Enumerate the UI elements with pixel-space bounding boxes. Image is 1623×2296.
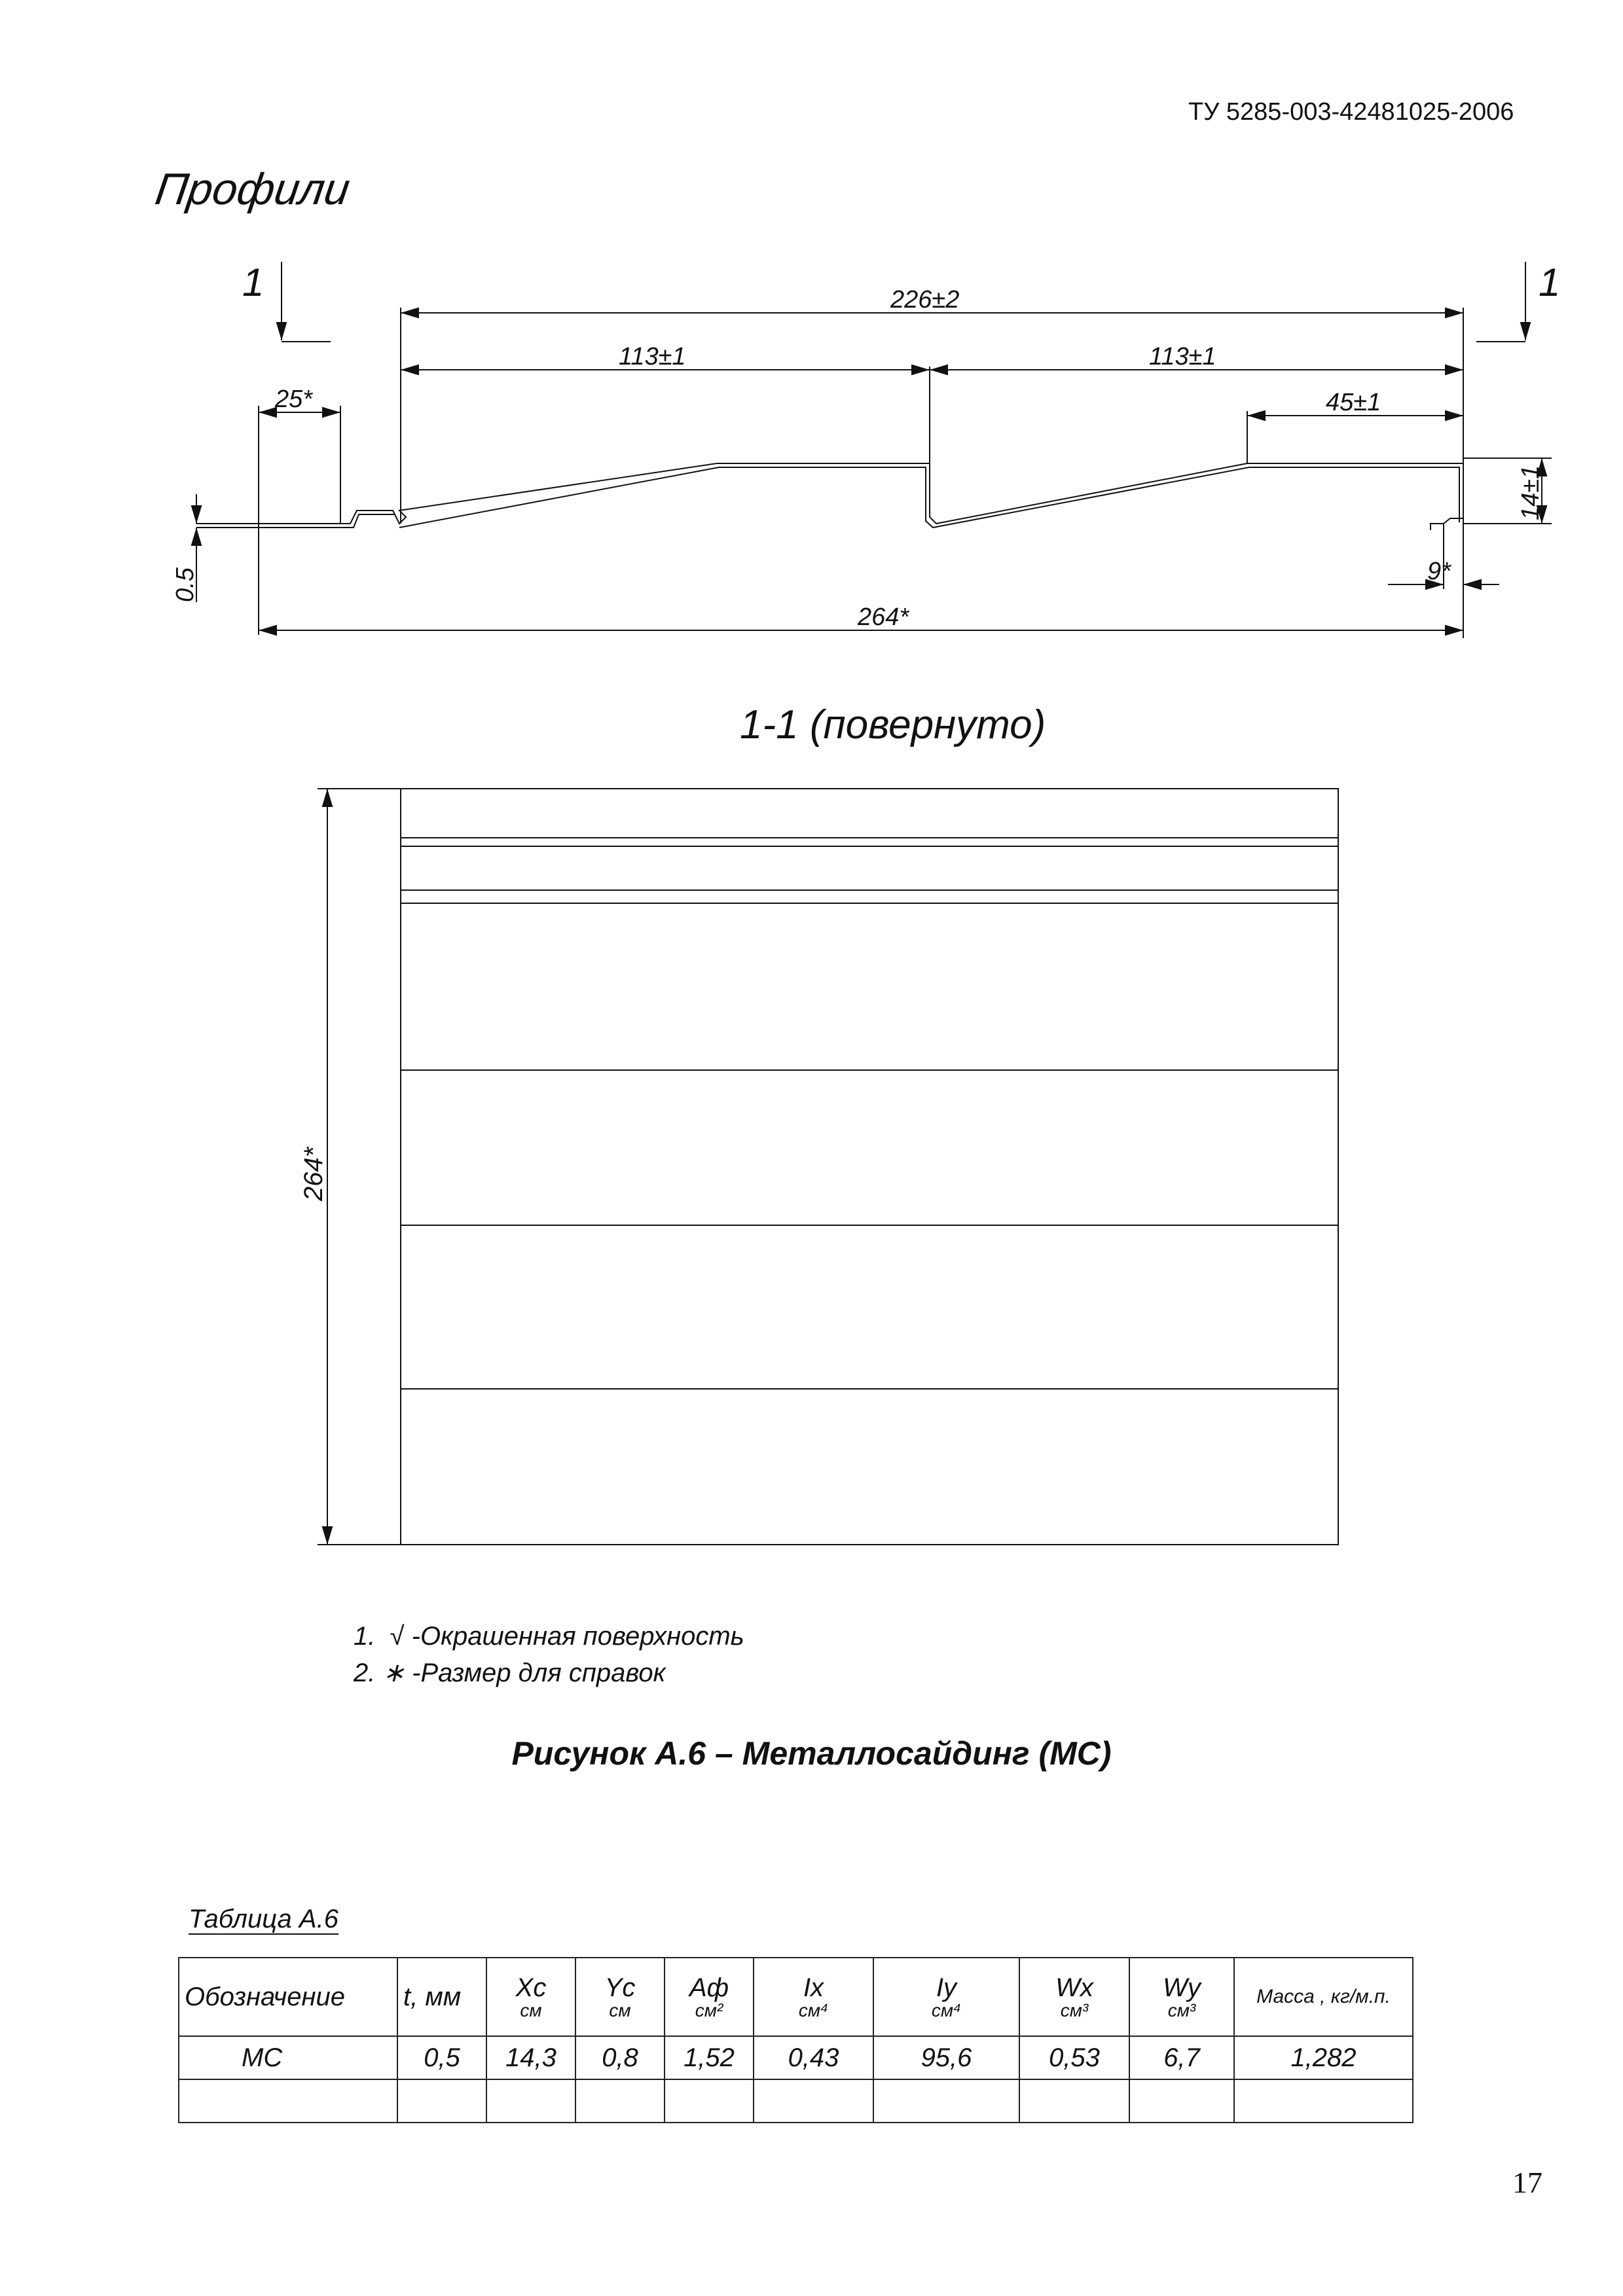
header-cell: Ix см⁴ (754, 1958, 873, 2036)
table-cell: 95,6 (873, 2036, 1019, 2079)
header-cell: Обозначение (179, 1958, 397, 2036)
table-cell: 14,3 (486, 2036, 575, 2079)
section-view-frame (401, 789, 1338, 1545)
page-number: 17 (1512, 2166, 1542, 2199)
section-mark-left: 1 (242, 260, 264, 304)
figure-caption: Рисунок А.6 – Металлосайдинг (МС) (511, 1735, 1112, 1772)
properties-table (178, 1957, 1413, 2123)
dim-half-right: 113±1 (1149, 343, 1216, 370)
table-row-empty (179, 2079, 1413, 2123)
table-cell: 0,5 (397, 2036, 486, 2079)
table-cell: 0,53 (1019, 2036, 1129, 2079)
table-cell: 0,43 (754, 2036, 873, 2079)
section-title: Профили (152, 164, 354, 214)
section-mark-right: 1 (1539, 260, 1561, 304)
dim-flat-right: 45±1 (1326, 389, 1381, 416)
document-code: ТУ 5285-003-42481025-2006 (1188, 98, 1514, 126)
checkmark-icon: √ (390, 1622, 405, 1651)
note-1: 1. √ -Окрашенная поверхность (354, 1622, 744, 1651)
table-header-row (179, 1958, 1413, 2036)
dim-lock-width: 25* (275, 386, 313, 413)
dim-half-left: 113±1 (619, 343, 686, 370)
asterisk-icon: ∗ (382, 1659, 405, 1687)
dim-overall-bottom: 264* (858, 603, 909, 631)
header-cell: Wy см³ (1129, 1958, 1234, 2036)
table-cell: 6,7 (1129, 2036, 1234, 2079)
table-cell: 0,8 (575, 2036, 665, 2079)
notes (354, 1618, 744, 1691)
header-cell: Wx см³ (1019, 1958, 1129, 2036)
header-cell: Масса , кг/м.п. (1234, 1958, 1413, 2036)
dim-hook: 9* (1427, 558, 1451, 585)
header-cell: Xc см (486, 1958, 575, 2036)
header-cell: Aф см² (665, 1958, 754, 2036)
profile-outline (196, 463, 1463, 530)
section-view-dimension: 264* (299, 1147, 328, 1201)
dim-overall-top: 226±2 (890, 286, 960, 314)
note-2: 2. ∗ -Размер для справок (354, 1659, 666, 1687)
dim-thickness: 0.5 (172, 567, 199, 602)
table-cell: МС (179, 2036, 397, 2079)
table-label: Таблица А.6 (189, 1905, 338, 1933)
table-cell: 1,52 (665, 2036, 754, 2079)
section-view-title: 1-1 (повернуто) (740, 702, 1046, 747)
table-cell: 1,282 (1234, 2036, 1413, 2079)
header-cell: t, мм (397, 1958, 486, 2036)
dim-height: 14±1 (1517, 465, 1544, 520)
table-row (179, 2036, 1413, 2079)
header-cell: Iy см⁴ (873, 1958, 1019, 2036)
section-view (318, 789, 1338, 1545)
header-cell: Yc см (575, 1958, 665, 2036)
